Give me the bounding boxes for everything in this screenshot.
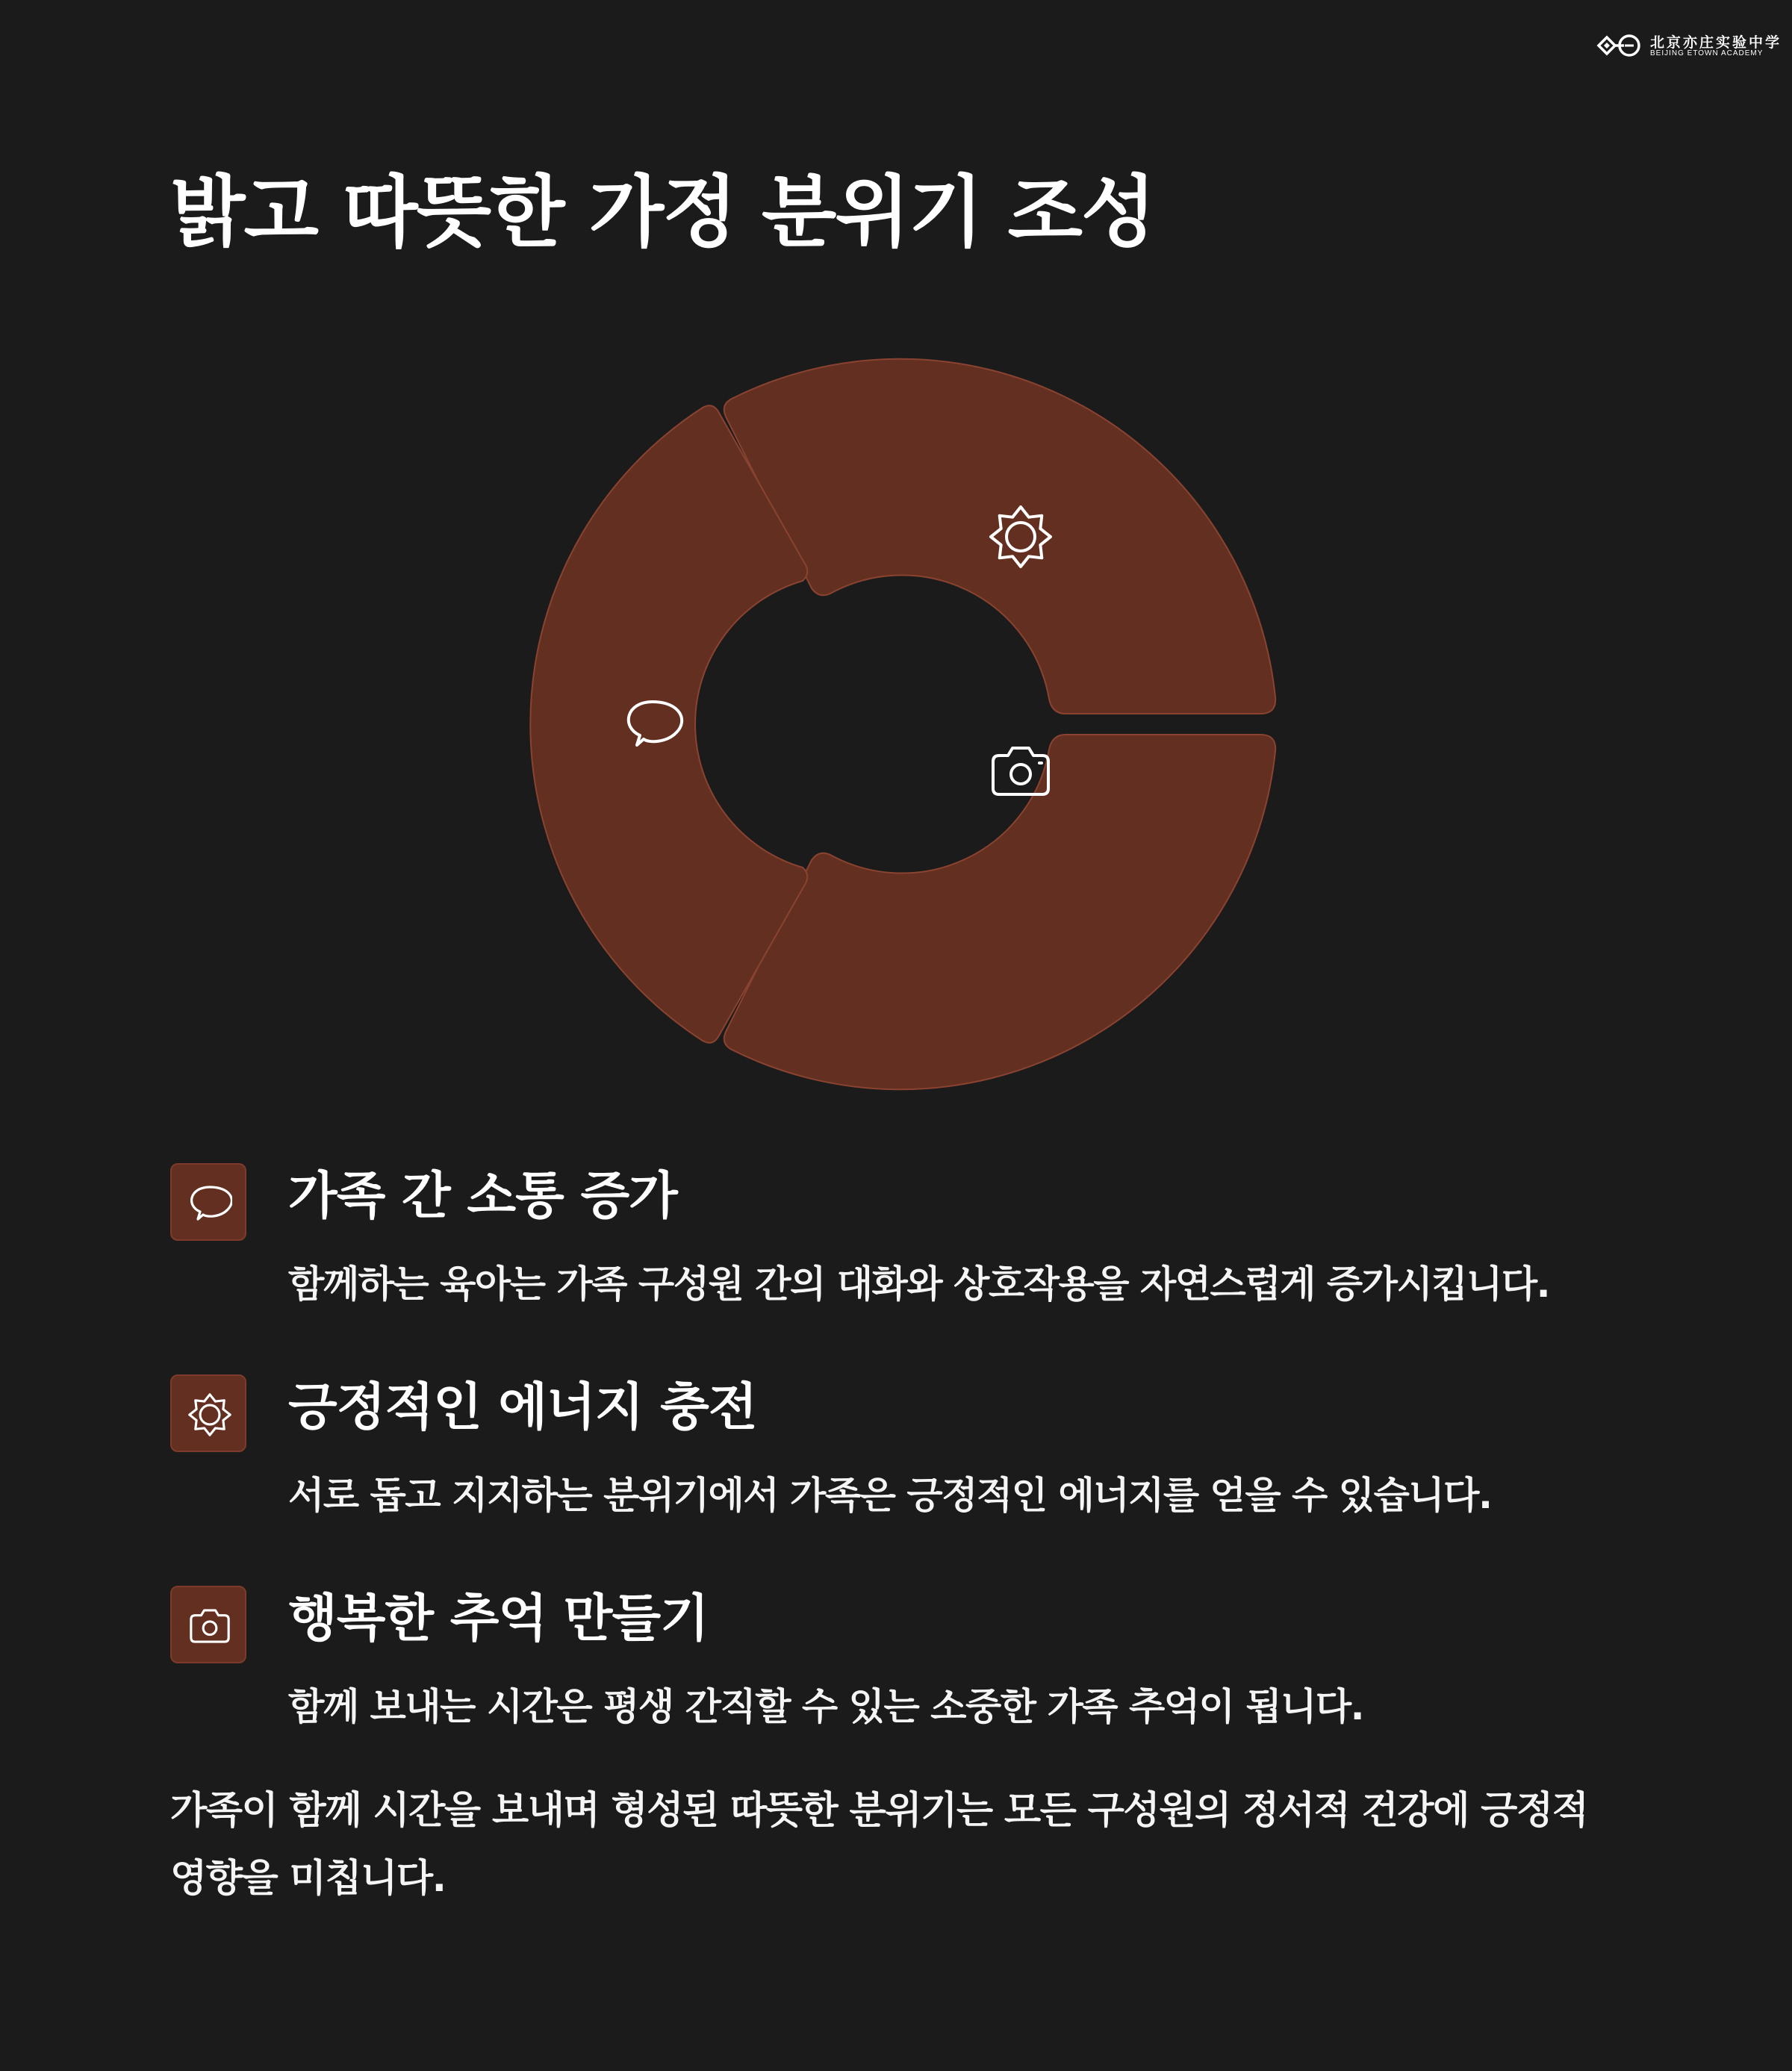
item-title: 행복한 추억 만들기: [288, 1589, 709, 1648]
ring-segment-top-right: [724, 359, 1275, 714]
item-icon-box: [170, 1374, 246, 1452]
ring-segment-left: [530, 405, 807, 1043]
item-title: 가족 간 소통 증가: [288, 1167, 677, 1226]
school-logo: [1596, 30, 1782, 61]
ring-diagram: [515, 340, 1284, 1109]
logo-name-en: BEIJING ETOWN ACADEMY: [1650, 49, 1764, 57]
camera-icon: [187, 1604, 232, 1648]
item-description: 함께하는 육아는 가족 구성원 간의 대화와 상호작용을 자연스럽게 증가시킵니다.: [288, 1262, 1550, 1306]
logo-name-cn: 北京亦庄实验中学: [1650, 34, 1782, 51]
item-description: 함께 보내는 시간은 평생 간직할 수 있는 소중한 가족 추억이 됩니다.: [288, 1685, 1364, 1728]
ring-segment-bottom-right: [724, 735, 1275, 1089]
chat-bubble-icon: [187, 1181, 232, 1226]
gear-icon: [187, 1392, 232, 1437]
item-icon-box: [170, 1163, 246, 1241]
summary-text: 가족이 함께 시간을 보내며 형성된 따뜻한 분위기는 모든 구성원의 정서적 건강에 긍정적 영향을 미칩니다.: [170, 1789, 1588, 1901]
item-icon-box: [170, 1586, 246, 1663]
item-description: 서로 돕고 지지하는 분위기에서 가족은 긍정적인 에너지를 얻을 수 있습니다.: [288, 1474, 1492, 1517]
logo-mark-icon: [1596, 33, 1643, 58]
item-title: 긍정적인 에너지 충전: [288, 1378, 757, 1437]
page-title: 밝고 따뜻한 가정 분위기 조성: [170, 166, 1155, 258]
